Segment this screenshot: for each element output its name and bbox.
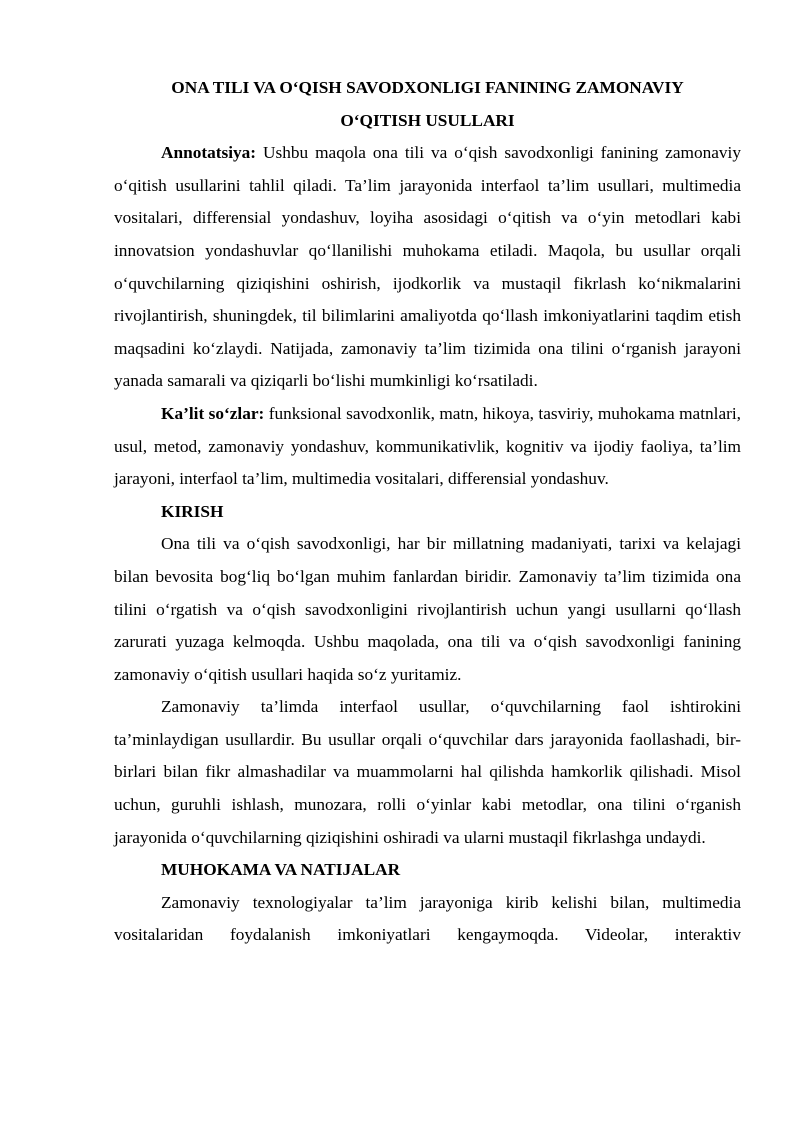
annotation-label: Annotatsiya: xyxy=(161,143,257,163)
keywords-label: Ka’lit so‘zlar: xyxy=(161,403,265,423)
intro-paragraph-1: Ona tili va o‘qish savodxonligi, har bir millatning madaniyati, tarixi va kelajagi bilan bevosita bog‘liq bo‘lgan muhim fanlardan biridir. Zamonaviy ta’lim tizimida ona tilini o‘rgatish va o‘qish savodxonligini rivojlantirish uchun yangi usullarni qo‘llash zarurati yuzaga kelmoqda. Ushbu maqolada, ona tili va o‘qish savodxonligi fanining zamonaviy o‘qitish usullari haqida so‘z yuritamiz. xyxy=(114,534,741,684)
section-heading-discussion: MUHOKAMA VA NATIJALAR xyxy=(161,860,401,880)
annotation-paragraph xyxy=(114,137,741,398)
article-title-line-2: O‘QITISH USULLARI xyxy=(340,110,515,130)
article-title-line-1: ONA TILI VA O‘QISH SAVODXONLIGI FANINING ZAMONAVIY xyxy=(171,78,684,97)
intro-paragraph-2: Zamonaviy ta’limda interfaol usullar, o‘quvchilarning faol ishtirokini ta’minlaydigan usullardir. Bu usullar orqali o‘quvchilar dars jarayonida faollashadi, bir-birlari bilan fikr almashadilar va muammolarni hal qilishda hamkorlik qilishadi. Misol uchun, guruhli ishlash, munozara, rolli o‘yinlar kabi metodlar, ona tilini o‘rganish jarayonida o‘quvchilarning qiziqishini oshiradi va ularni mustaqil fikrlashga undaydi. xyxy=(114,697,741,847)
article-title xyxy=(114,72,741,137)
document-page xyxy=(114,72,741,952)
annotation-text: Ushbu maqola ona tili va o‘qish savodxonligi fanining zamonaviy o‘qitish usullarini tahlil qiladi. Ta’lim jarayonida interfaol ta’lim usullari, multimedia vositalari, differensial yondashuv, loyiha asosidagi o‘qitish va o‘yin metodlari kabi innovatsion yondashuvlar qo‘llanilishi muhokama etiladi. Maqola, bu usullar orqali o‘quvchilarning qiziqishini oshirish, ijodkorlik va mustaqil fikrlash ko‘nikmalarini rivojlantirish, shuningdek, til bilimlarini amaliyotda qo‘llash imkoniyatlarini taqdim etish maqsadini ko‘zlaydi. Natijada, zamonaviy ta’lim tizimida ona tilini o‘rganish jarayoni yanada samarali va qiziqarli bo‘lishi mumkinligi ko‘rsatiladi. xyxy=(114,143,741,391)
keywords-text: funksional savodxonlik, matn, hikoya, tasviriy, muhokama matnlari, usul, metod, zamonaviy yondashuv, kommunikativlik, kognitiv va ijodiy faoliya, ta’lim jarayoni, interfaol ta’lim, multimedia vositalari, differensial yondashuv. xyxy=(114,403,741,489)
discussion-paragraph-1: Zamonaviy texnologiyalar ta’lim jarayoniga kirib kelishi bilan, multimedia vositalaridan foydalanish imkoniyatlari kengaymoqda. Videolar, interaktiv xyxy=(114,892,741,945)
section-heading-intro: KIRISH xyxy=(161,501,224,521)
keywords-paragraph xyxy=(114,398,741,496)
